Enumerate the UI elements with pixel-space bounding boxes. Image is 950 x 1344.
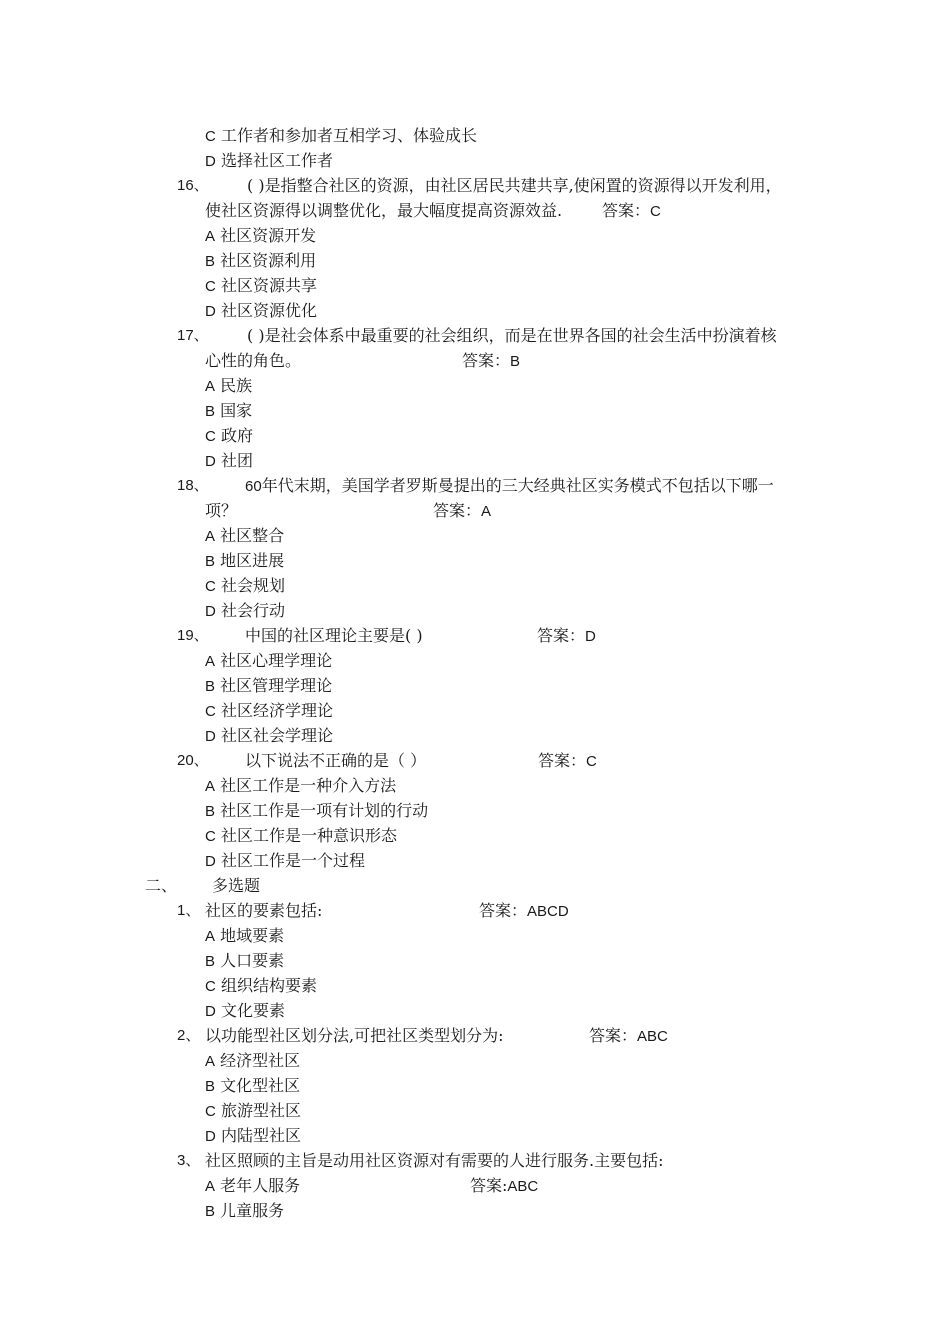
option-line: D 社区社会学理论 [205,726,333,745]
answer: 答案:ABC [470,1176,539,1195]
question-text: 项？ [205,501,238,520]
option-line: B 社区资源利用 [205,251,317,270]
question-number: 16、 [177,177,209,194]
option-line: B 儿童服务 [205,1201,285,1220]
option-line: A 地域要素 [205,926,285,945]
question-number: 3、 [177,1152,201,1169]
question-text: 中国的社区理论主要是( ) [245,626,423,645]
option-line: A 社区心理学理论 [205,651,333,670]
question-text: 60年代末期，美国学者罗斯曼提出的三大经典社区实务模式不包括以下哪一 [245,476,774,495]
option-line: B 人口要素 [205,951,285,970]
option-line: A 经济型社区 [205,1051,301,1070]
answer: 答案：B [462,351,521,370]
option-line: A 社区整合 [205,526,285,545]
option-line: B 社区管理学理论 [205,676,333,695]
option-line: B 国家 [205,401,253,420]
question-number: 18、 [177,477,209,494]
option-line: C 旅游型社区 [205,1101,301,1120]
section-title: 多选题 [212,876,261,895]
option-line: D 社区工作是一个过程 [205,851,365,870]
question-number: 2、 [177,1027,201,1044]
option-line: A 老年人服务 [205,1176,301,1195]
question-number: 19、 [177,627,209,644]
question-text: 使社区资源得以调整优化，最大幅度提高资源效益. [205,201,563,220]
option-line: C 社会规划 [205,576,285,595]
option-line: A 民族 [205,376,253,395]
question-text: 社区的要素包括: [205,901,323,920]
option-line: C 组织结构要素 [205,976,317,995]
option-line: C 社区资源共享 [205,276,317,295]
question-number: 17、 [177,327,209,344]
answer: 答案：C [602,201,661,220]
question-number: 20、 [177,752,209,769]
option-line: A 社区工作是一种介入方法 [205,776,397,795]
option-line: C 政府 [205,426,253,445]
option-line: C 社区工作是一种意识形态 [205,826,397,845]
option-line: C 社区经济学理论 [205,701,333,720]
question-text: 社区照顾的主旨是动用社区资源对有需要的人进行服务.主要包括: [205,1151,664,1170]
option-line: D 内陆型社区 [205,1126,301,1145]
question-text: 以下说法不正确的是（ ） [245,751,427,770]
option-line: D 文化要素 [205,1001,285,1020]
option-line: A 社区资源开发 [205,226,317,245]
option-line: B 文化型社区 [205,1076,301,1095]
option-line: D 社会行动 [205,601,285,620]
question-text: ( )是社会体系中最重要的社会组织，而是在世界各国的社会生活中扮演着核 [247,326,777,345]
answer: 答案：ABC [589,1026,668,1045]
answer: 答案：A [433,501,492,520]
question-text: 以功能型社区划分法,可把社区类型划分为: [205,1026,504,1045]
question-text: 心性的角色。 [205,351,302,370]
option-line: D 选择社区工作者 [205,151,333,170]
question-number: 1、 [177,902,201,919]
answer: 答案：ABCD [479,901,569,920]
answer: 答案：C [538,751,597,770]
question-text: ( )是指整合社区的资源，由社区居民共建共享,使闲置的资源得以开发利用， [247,176,782,195]
section-number: 二、 [145,876,178,895]
option-line: B 社区工作是一项有计划的行动 [205,801,429,820]
option-line: B 地区进展 [205,551,285,570]
option-line: D 社区资源优化 [205,301,317,320]
answer: 答案：D [537,626,596,645]
option-line: D 社团 [205,451,253,470]
option-line: C 工作者和参加者互相学习、体验成长 [205,126,477,145]
